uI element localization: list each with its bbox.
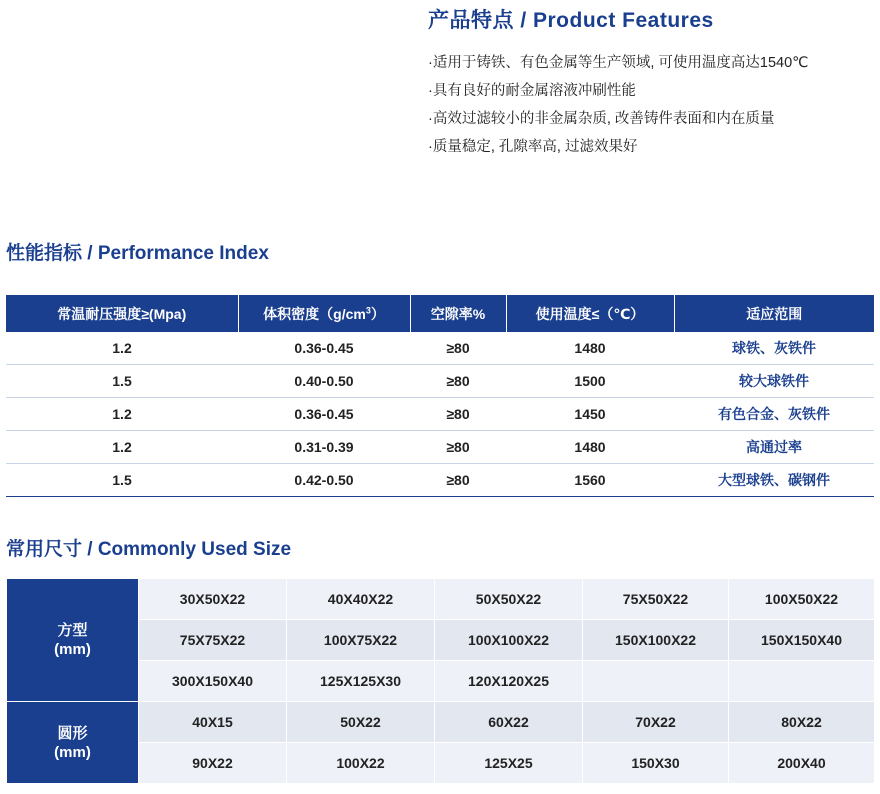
cell-size: 150X150X40: [729, 620, 875, 661]
table-row: [7, 579, 875, 620]
cell-size: 80X22: [729, 702, 875, 743]
cell-temperature: 1560: [506, 464, 674, 497]
cell-density: 0.36-0.45: [238, 398, 410, 431]
cell-size: 75X50X22: [583, 579, 729, 620]
feature-item: ·高效过滤较小的非金属杂质, 改善铸件表面和内在质量: [428, 111, 775, 127]
cell-size-empty: [729, 661, 875, 702]
column-header-strength: 常温耐压强度≥(Mpa): [6, 295, 238, 332]
column-header-porosity: 空隙率%: [410, 295, 506, 332]
cell-application: 球铁、灰铁件: [674, 332, 874, 365]
cell-strength: 1.2: [6, 332, 238, 365]
row-header-square: [7, 579, 139, 702]
table-header-row: [6, 295, 874, 332]
cell-size: 100X50X22: [729, 579, 875, 620]
feature-item: ·质量稳定, 孔隙率高, 过滤效果好: [428, 139, 638, 155]
cell-density: 0.31-0.39: [238, 431, 410, 464]
cell-porosity: ≥80: [410, 365, 506, 398]
cell-size: 120X120X25: [435, 661, 583, 702]
cell-strength: 1.2: [6, 398, 238, 431]
commonly-used-size-table: [6, 578, 875, 784]
cell-density: 0.36-0.45: [238, 332, 410, 365]
table-row: [6, 464, 874, 497]
table-row: [6, 365, 874, 398]
cell-application: 大型球铁、碳钢件: [674, 464, 874, 497]
column-header-density: 体积密度$(g/cm^3)$: [238, 295, 410, 332]
cell-strength: 1.5: [6, 464, 238, 497]
cell-size: 150X30: [583, 743, 729, 784]
cell-application: 较大球铁件: [674, 365, 874, 398]
cell-temperature: 1500: [506, 365, 674, 398]
cell-temperature: 1480: [506, 332, 674, 365]
cell-size: 125X25: [435, 743, 583, 784]
feature-item: ·适用于铸铁、有色金属等生产领域, 可使用温度高达1540℃: [428, 55, 809, 71]
cell-size: 40X40X22: [287, 579, 435, 620]
column-header-temperature: 使用温度≤（℃）: [506, 295, 674, 332]
row-header-square-unit: (mm): [54, 641, 91, 658]
product-features-list: [428, 52, 878, 159]
cell-application: 有色合金、灰铁件: [674, 398, 874, 431]
cell-size-empty: [583, 661, 729, 702]
cell-density: 0.40-0.50: [238, 365, 410, 398]
cell-size: 75X75X22: [139, 620, 287, 661]
cell-size: 100X22: [287, 743, 435, 784]
cell-size: 60X22: [435, 702, 583, 743]
cell-porosity: ≥80: [410, 332, 506, 365]
cell-temperature: 1480: [506, 431, 674, 464]
cell-size: 70X22: [583, 702, 729, 743]
cell-density: 0.42-0.50: [238, 464, 410, 497]
feature-item: ·具有良好的耐金属溶液冲刷性能: [428, 83, 636, 99]
row-header-round-label: 圆形: [57, 724, 88, 742]
row-header-square-label: 方型: [57, 622, 88, 639]
cell-strength: 1.2: [6, 431, 238, 464]
table-row: [6, 431, 874, 464]
performance-index-table: [6, 295, 874, 497]
table-row: [7, 702, 875, 743]
cell-size: 100X100X22: [435, 620, 583, 661]
cell-size: 30X50X22: [139, 579, 287, 620]
product-features-block: [428, 4, 878, 164]
cell-size: 300X150X40: [139, 661, 287, 702]
cell-size: 200X40: [729, 743, 875, 784]
cell-porosity: ≥80: [410, 431, 506, 464]
performance-index-heading: 性能指标 / Performance Index: [6, 243, 269, 264]
cell-size: 40X15: [139, 702, 287, 743]
table-row: [6, 398, 874, 431]
cell-size: 90X22: [139, 743, 287, 784]
column-header-application: 适应范围: [674, 295, 874, 332]
cell-strength: 1.5: [6, 365, 238, 398]
cell-porosity: ≥80: [410, 464, 506, 497]
commonly-used-size-heading: 常用尺寸 / Commonly Used Size: [6, 539, 292, 560]
cell-size: 125X125X30: [287, 661, 435, 702]
cell-size: 100X75X22: [287, 620, 435, 661]
cell-size: 150X100X22: [583, 620, 729, 661]
cell-application: 高通过率: [674, 431, 874, 464]
table-row: [6, 332, 874, 365]
row-header-round: [7, 702, 139, 784]
cell-porosity: ≥80: [410, 398, 506, 431]
cell-temperature: 1450: [506, 398, 674, 431]
cell-size: 50X22: [287, 702, 435, 743]
product-features-title: 产品特点 / Product Features: [428, 9, 714, 32]
row-header-round-unit: (mm): [54, 743, 91, 761]
cell-size: 50X50X22: [435, 579, 583, 620]
